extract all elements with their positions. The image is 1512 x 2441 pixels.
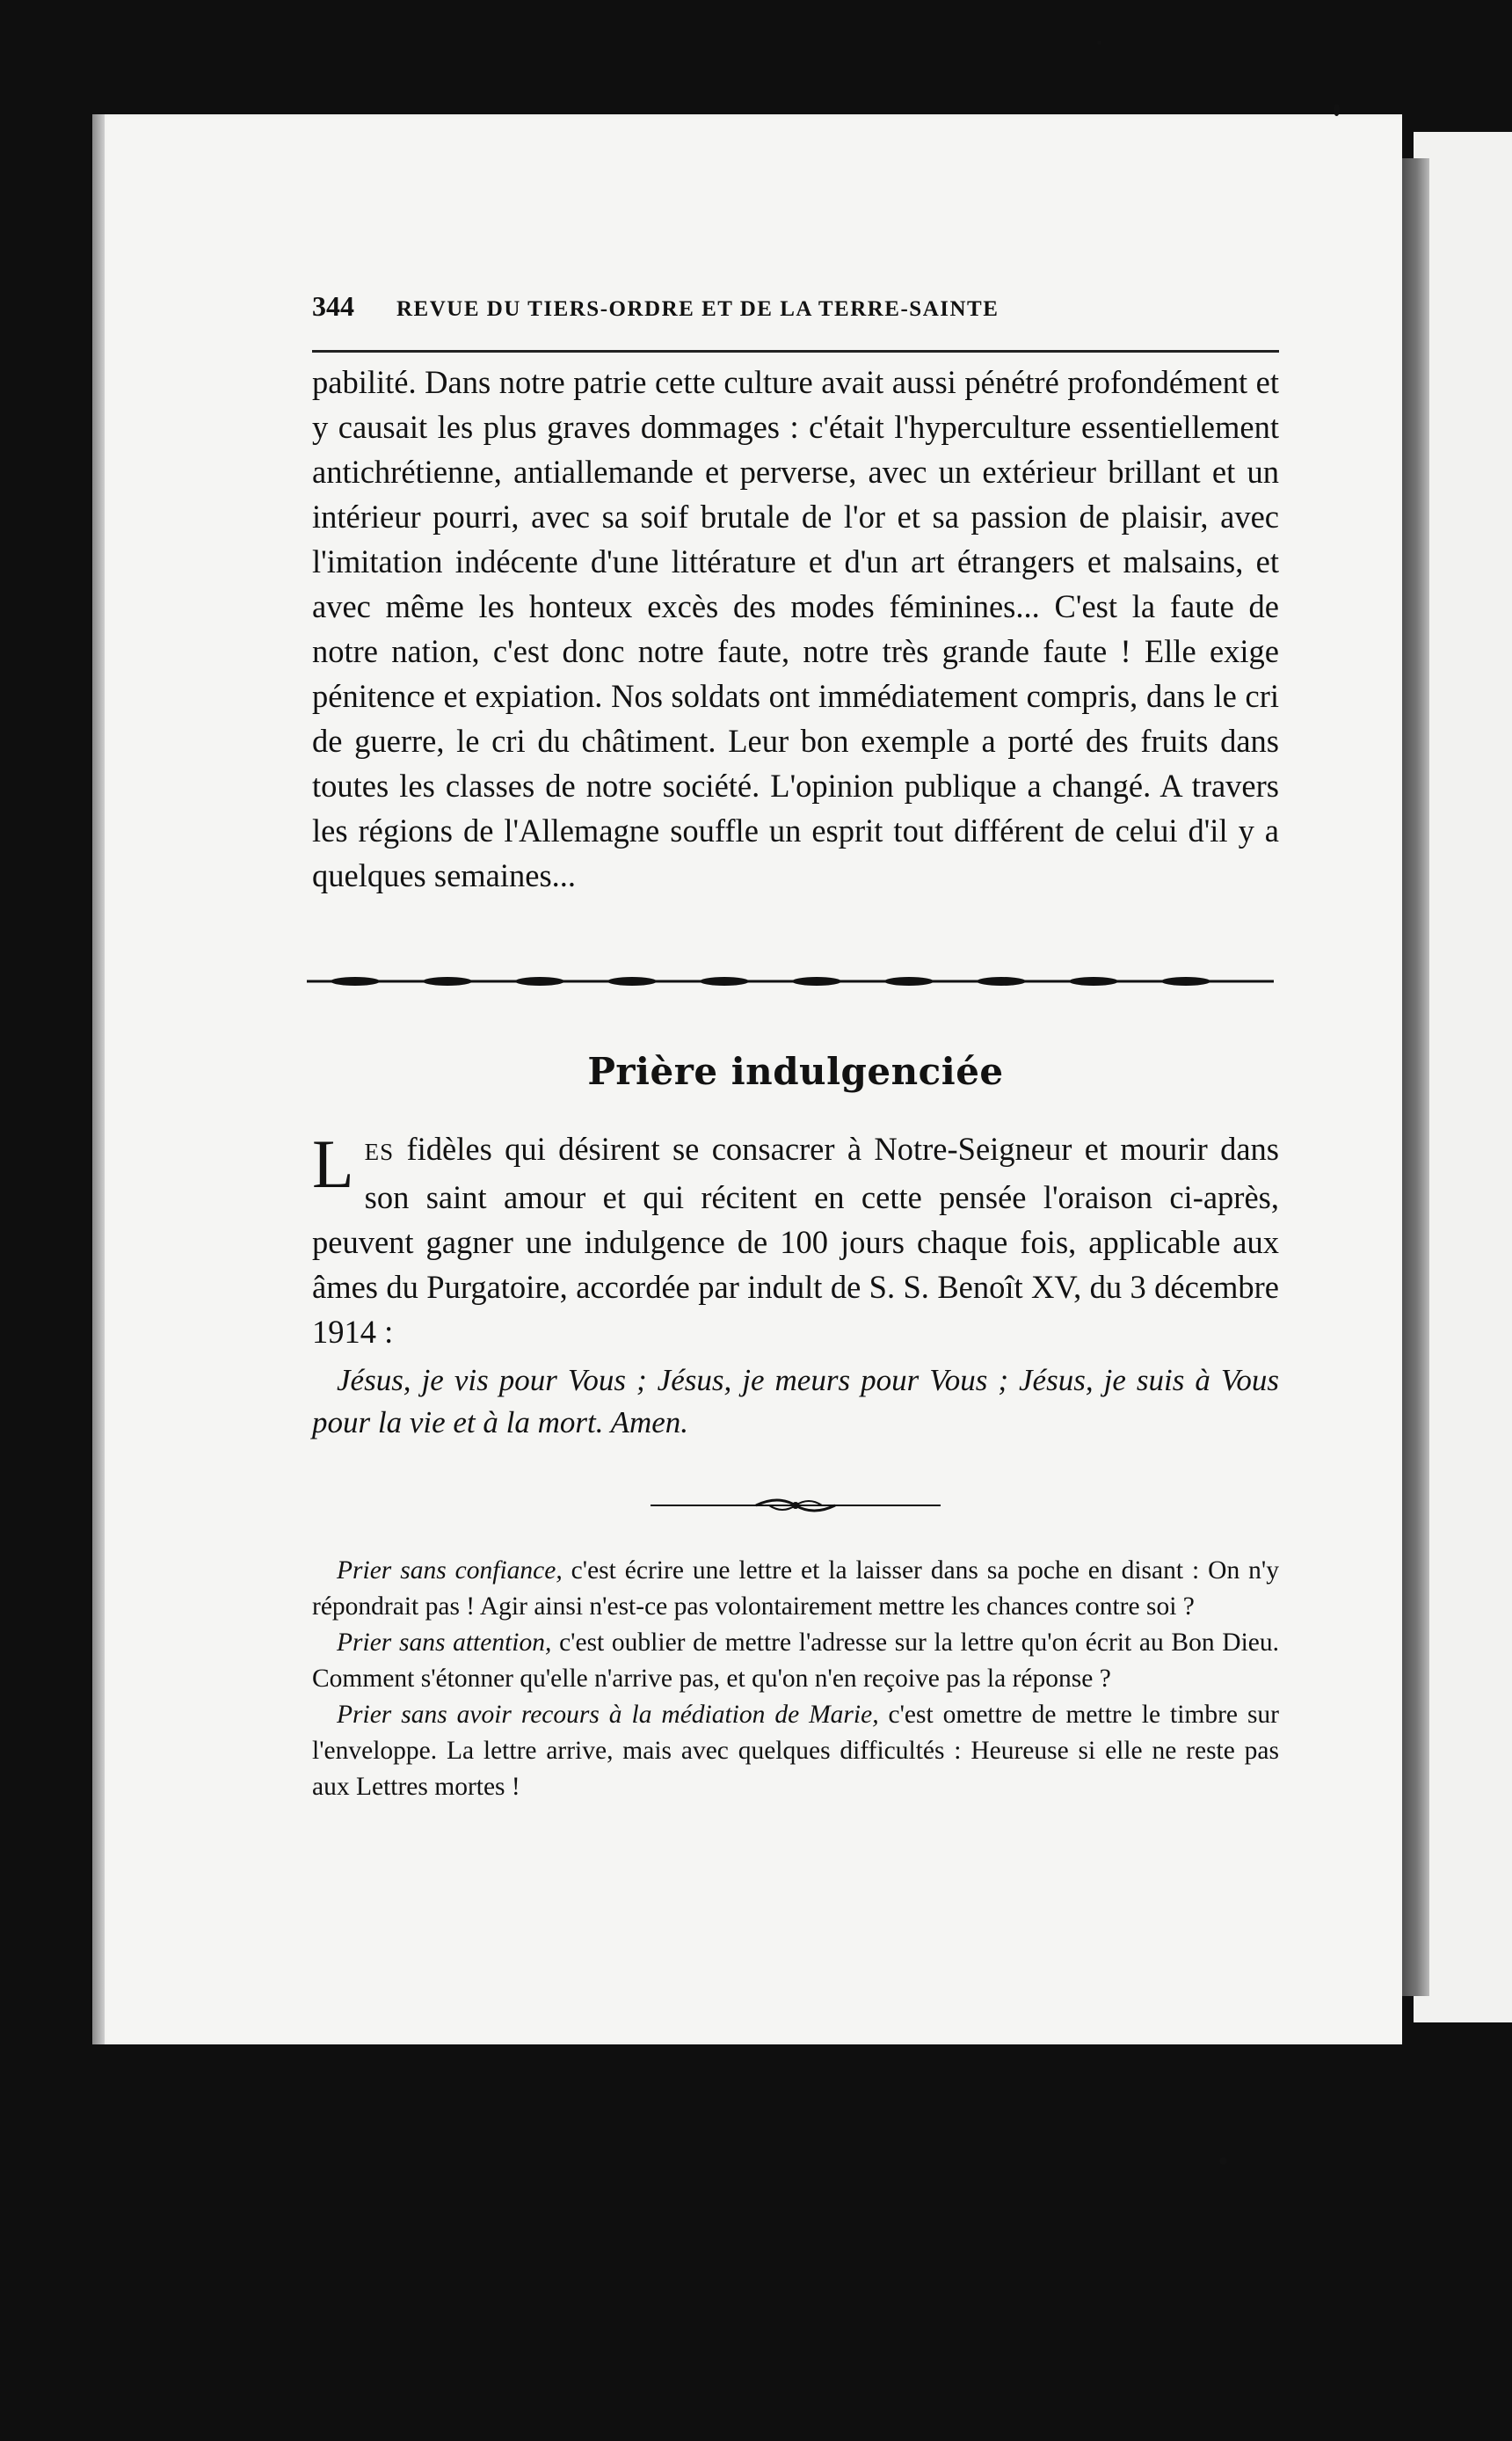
page-fold-shadow [1398, 158, 1429, 1996]
scan-speck [1097, 40, 1101, 45]
page-content [312, 290, 1279, 1805]
note-item [312, 1625, 1279, 1697]
notes-section [312, 1553, 1279, 1805]
note-lead: Prier sans attention, [337, 1629, 552, 1657]
body-paragraph: pabilité. Dans notre patrie cette culture avait aussi pénétré profondément et y causait les plus graves dommages : c'était l'hyperculture essentiellement antichrétienne, antiallemande et perverse, avec un extérieur brillant et un intérieur pourri, avec sa soif brutale de l'or et sa passion de plaisir, avec l'imitation indécente d'une littérature et d'un art étrangers et malsains, et avec même les honteux excès des modes féminines... C'est la faute de notre nation, c'est donc notre faute, notre très grande faute ! Elle exige pénitence et expiation. Nos soldats ont immédiatement compris, dans le cri de guerre, le cri du châtiment. Leur bon exemple a porté des fruits dans toutes les classes de notre société. L'opinion publique a changé. A travers les régions de l'Allemagne souffle un esprit tout différent de celui d'il y a quelques semaines... [312, 364, 1279, 893]
ornamental-flourish [651, 1493, 941, 1516]
note-lead: Prier sans avoir recours à la médiation de Marie, [337, 1701, 879, 1729]
note-text: c'est oublier de mettre l'adresse sur la lettre qu'on écrit au Bon Dieu. Comment s'étonner qu'elle n'arrive pas, et qu'on n'en reçoive pas la réponse ? [312, 1629, 1280, 1693]
ornamental-divider [307, 972, 1274, 991]
intro-paragraph [312, 1126, 1279, 1354]
note-item [312, 1697, 1279, 1805]
drop-cap: L [312, 1126, 354, 1202]
page-gutter [92, 114, 105, 2044]
scan-speck [1219, 2157, 1227, 2165]
header-rule [312, 350, 1279, 353]
prayer-text: Jésus, je vis pour Vous ; Jésus, je meurs pour Vous ; Jésus, je suis à Vous pour la vie et à la mort. Amen. [312, 1363, 1279, 1439]
section-title: Prière indulgenciée [587, 1050, 1004, 1093]
note-lead: Prier sans confiance, [337, 1556, 563, 1585]
note-text: c'est écrire une lettre et la laisser dans sa poche en disant : On n'y répondrait pas ! Agir ainsi n'est-ce pas volontairement mettre les chances contre soi ? [312, 1556, 1279, 1621]
page-number: 344 [312, 290, 354, 322]
scan-speck [1334, 104, 1340, 116]
journal-title: REVUE DU TIERS-ORDRE ET DE LA TERRE-SAINTE [396, 297, 1000, 321]
note-text: c'est omettre de mettre le timbre sur l'enveloppe. La lettre arrive, mais avec quelques difficultés : Heureuse si elle ne reste pas aux Lettres mortes ! [312, 1701, 1279, 1801]
intro-text: fidèles qui désirent se consacrer à Notre-Seigneur et mourir dans son saint amour et qui récitent en cette pensée l'oraison ci-après, peuvent gagner une indulgence de 100 jours chaque fois, applicable aux âmes du Purgatoire, accordée par indult de S. S. Benoît XV, du 3 décembre 1914 : [312, 1131, 1279, 1350]
running-head [312, 290, 1279, 329]
small-caps-lead: ES [364, 1139, 395, 1165]
note-item [312, 1553, 1279, 1625]
